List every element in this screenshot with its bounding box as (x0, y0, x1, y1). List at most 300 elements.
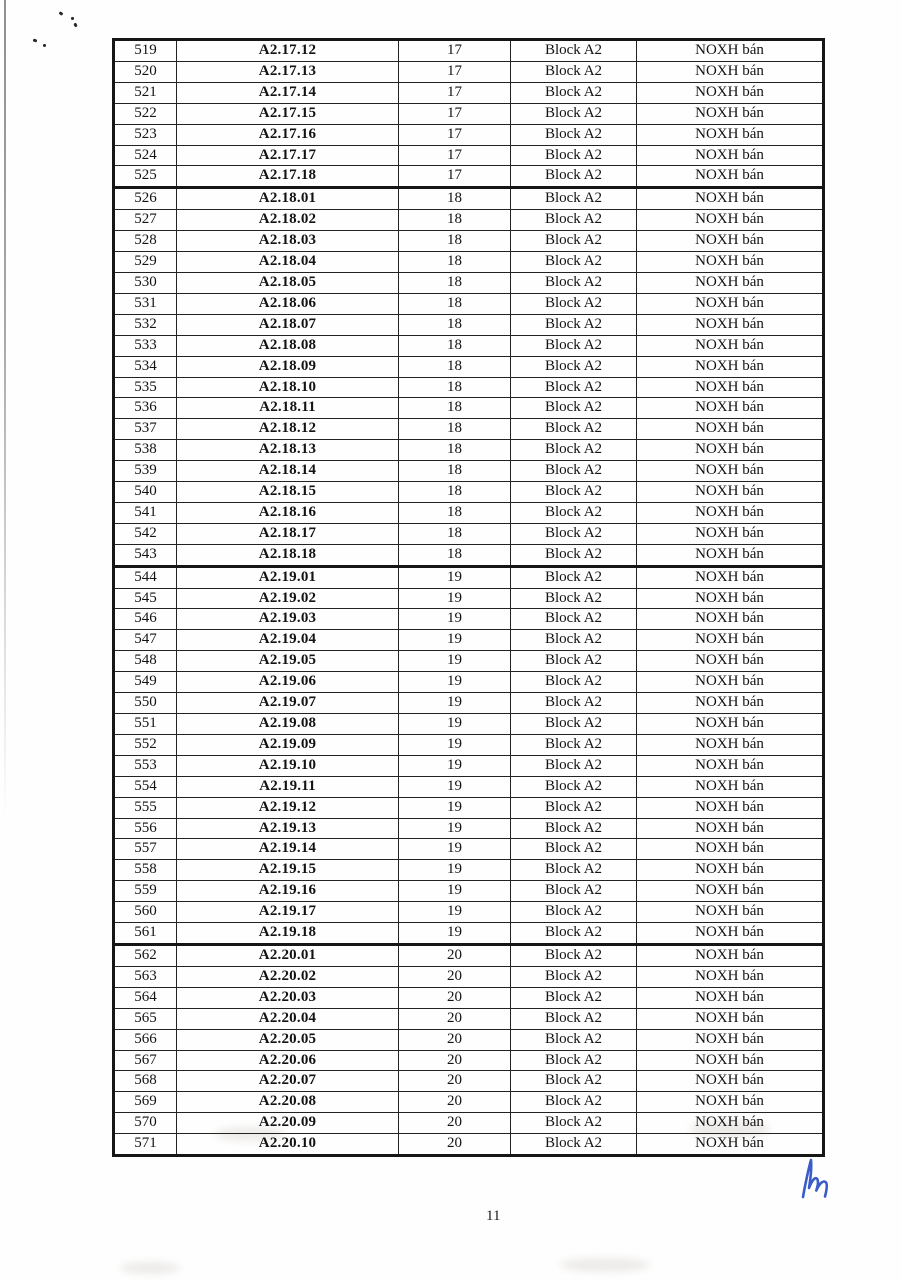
cell-type: NOXH bán (637, 61, 824, 82)
cell-stt: 555 (114, 797, 177, 818)
cell-type: NOXH bán (637, 776, 824, 797)
cell-code: A2.19.10 (177, 755, 399, 776)
cell-floor: 19 (399, 714, 511, 735)
cell-block: Block A2 (511, 734, 637, 755)
cell-type: NOXH bán (637, 356, 824, 377)
table-row (114, 188, 824, 210)
cell-stt: 549 (114, 672, 177, 693)
cell-stt: 540 (114, 482, 177, 503)
cell-code: A2.19.14 (177, 839, 399, 860)
cell-block: Block A2 (511, 651, 637, 672)
cell-type: NOXH bán (637, 188, 824, 210)
cell-type: NOXH bán (637, 124, 824, 145)
cell-stt: 559 (114, 881, 177, 902)
cell-floor: 19 (399, 609, 511, 630)
cell-floor: 18 (399, 440, 511, 461)
cell-code: A2.19.15 (177, 860, 399, 881)
cell-type: NOXH bán (637, 482, 824, 503)
cell-floor: 19 (399, 860, 511, 881)
table-row (114, 61, 824, 82)
cell-block: Block A2 (511, 1050, 637, 1071)
cell-type: NOXH bán (637, 1029, 824, 1050)
cell-stt: 530 (114, 272, 177, 293)
cell-floor: 19 (399, 902, 511, 923)
cell-code: A2.18.08 (177, 335, 399, 356)
table-row (114, 482, 824, 503)
cell-type: NOXH bán (637, 609, 824, 630)
cell-code: A2.20.02 (177, 966, 399, 987)
cell-code: A2.20.03 (177, 987, 399, 1008)
table-row (114, 1092, 824, 1113)
cell-code: A2.20.01 (177, 944, 399, 966)
table-row (114, 461, 824, 482)
cell-floor: 18 (399, 252, 511, 273)
table-row (114, 124, 824, 145)
table-row (114, 1008, 824, 1029)
cell-type: NOXH bán (637, 293, 824, 314)
cell-floor: 18 (399, 398, 511, 419)
ink-speckle (59, 11, 64, 16)
cell-block: Block A2 (511, 502, 637, 523)
table-row (114, 609, 824, 630)
cell-block: Block A2 (511, 588, 637, 609)
cell-block: Block A2 (511, 1008, 637, 1029)
cell-stt: 556 (114, 818, 177, 839)
cell-block: Block A2 (511, 566, 637, 588)
cell-type: NOXH bán (637, 944, 824, 966)
cell-floor: 19 (399, 693, 511, 714)
cell-floor: 19 (399, 923, 511, 945)
cell-floor: 18 (399, 231, 511, 252)
cell-stt: 560 (114, 902, 177, 923)
unit-listing-table (112, 38, 825, 1157)
cell-block: Block A2 (511, 1092, 637, 1113)
cell-stt: 524 (114, 145, 177, 166)
cell-floor: 17 (399, 61, 511, 82)
cell-block: Block A2 (511, 145, 637, 166)
cell-type: NOXH bán (637, 272, 824, 293)
cell-code: A2.18.13 (177, 440, 399, 461)
cell-stt: 528 (114, 231, 177, 252)
table-row (114, 881, 824, 902)
cell-block: Block A2 (511, 839, 637, 860)
cell-floor: 17 (399, 82, 511, 103)
cell-type: NOXH bán (637, 440, 824, 461)
cell-floor: 17 (399, 166, 511, 188)
cell-code: A2.18.09 (177, 356, 399, 377)
cell-floor: 20 (399, 944, 511, 966)
cell-type: NOXH bán (637, 544, 824, 566)
table-row (114, 860, 824, 881)
cell-type: NOXH bán (637, 987, 824, 1008)
cell-type: NOXH bán (637, 797, 824, 818)
cell-floor: 20 (399, 1092, 511, 1113)
cell-block: Block A2 (511, 755, 637, 776)
table-row (114, 588, 824, 609)
cell-floor: 19 (399, 881, 511, 902)
table-row (114, 1071, 824, 1092)
ink-speckle (33, 38, 38, 42)
cell-stt: 533 (114, 335, 177, 356)
cell-floor: 19 (399, 776, 511, 797)
cell-block: Block A2 (511, 61, 637, 82)
cell-type: NOXH bán (637, 1134, 824, 1156)
cell-floor: 19 (399, 672, 511, 693)
cell-block: Block A2 (511, 944, 637, 966)
cell-code: A2.17.16 (177, 124, 399, 145)
cell-code: A2.17.15 (177, 103, 399, 124)
cell-block: Block A2 (511, 902, 637, 923)
cell-code: A2.19.12 (177, 797, 399, 818)
cell-type: NOXH bán (637, 588, 824, 609)
table-row (114, 923, 824, 945)
cell-stt: 552 (114, 734, 177, 755)
cell-floor: 20 (399, 987, 511, 1008)
cell-block: Block A2 (511, 797, 637, 818)
cell-floor: 18 (399, 419, 511, 440)
scan-smudge (560, 1258, 650, 1272)
cell-code: A2.20.10 (177, 1134, 399, 1156)
cell-block: Block A2 (511, 166, 637, 188)
table-row (114, 210, 824, 231)
cell-floor: 19 (399, 797, 511, 818)
handwritten-signature-mark (799, 1157, 835, 1203)
cell-type: NOXH bán (637, 672, 824, 693)
cell-code: A2.19.07 (177, 693, 399, 714)
cell-code: A2.17.13 (177, 61, 399, 82)
cell-floor: 18 (399, 482, 511, 503)
cell-block: Block A2 (511, 377, 637, 398)
cell-stt: 553 (114, 755, 177, 776)
cell-code: A2.18.04 (177, 252, 399, 273)
table-row (114, 82, 824, 103)
cell-type: NOXH bán (637, 419, 824, 440)
cell-code: A2.19.09 (177, 734, 399, 755)
cell-floor: 18 (399, 502, 511, 523)
cell-type: NOXH bán (637, 502, 824, 523)
cell-block: Block A2 (511, 881, 637, 902)
table-row (114, 902, 824, 923)
table-row (114, 987, 824, 1008)
cell-block: Block A2 (511, 419, 637, 440)
cell-block: Block A2 (511, 1113, 637, 1134)
table-row (114, 40, 824, 62)
cell-floor: 19 (399, 630, 511, 651)
table-row (114, 797, 824, 818)
table-row (114, 693, 824, 714)
page-number: 11 (486, 1208, 501, 1224)
cell-type: NOXH bán (637, 1050, 824, 1071)
cell-code: A2.18.14 (177, 461, 399, 482)
cell-code: A2.19.06 (177, 672, 399, 693)
cell-type: NOXH bán (637, 881, 824, 902)
cell-stt: 541 (114, 502, 177, 523)
cell-block: Block A2 (511, 1071, 637, 1092)
cell-code: A2.19.17 (177, 902, 399, 923)
cell-floor: 18 (399, 293, 511, 314)
cell-floor: 19 (399, 734, 511, 755)
cell-stt: 535 (114, 377, 177, 398)
cell-code: A2.18.06 (177, 293, 399, 314)
cell-stt: 557 (114, 839, 177, 860)
cell-block: Block A2 (511, 440, 637, 461)
table-row (114, 293, 824, 314)
cell-floor: 19 (399, 588, 511, 609)
cell-floor: 20 (399, 1008, 511, 1029)
cell-type: NOXH bán (637, 335, 824, 356)
table-row (114, 166, 824, 188)
cell-floor: 17 (399, 103, 511, 124)
cell-type: NOXH bán (637, 902, 824, 923)
cell-stt: 538 (114, 440, 177, 461)
cell-stt: 561 (114, 923, 177, 945)
cell-stt: 520 (114, 61, 177, 82)
table-row (114, 630, 824, 651)
cell-code: A2.19.01 (177, 566, 399, 588)
table-row (114, 502, 824, 523)
cell-type: NOXH bán (637, 82, 824, 103)
cell-block: Block A2 (511, 293, 637, 314)
cell-type: NOXH bán (637, 1092, 824, 1113)
table-row (114, 398, 824, 419)
cell-code: A2.19.05 (177, 651, 399, 672)
table-row (114, 231, 824, 252)
cell-stt: 568 (114, 1071, 177, 1092)
ink-speckle (71, 17, 74, 20)
cell-floor: 18 (399, 461, 511, 482)
cell-floor: 17 (399, 40, 511, 62)
cell-block: Block A2 (511, 818, 637, 839)
cell-code: A2.20.05 (177, 1029, 399, 1050)
cell-stt: 522 (114, 103, 177, 124)
cell-block: Block A2 (511, 1029, 637, 1050)
cell-code: A2.20.06 (177, 1050, 399, 1071)
table-row (114, 103, 824, 124)
table-row (114, 714, 824, 735)
cell-stt: 543 (114, 544, 177, 566)
cell-floor: 19 (399, 651, 511, 672)
cell-type: NOXH bán (637, 40, 824, 62)
table-row (114, 734, 824, 755)
cell-stt: 532 (114, 314, 177, 335)
cell-block: Block A2 (511, 188, 637, 210)
table-row (114, 145, 824, 166)
table-row (114, 672, 824, 693)
table-row (114, 1029, 824, 1050)
table-row (114, 1050, 824, 1071)
cell-stt: 534 (114, 356, 177, 377)
cell-code: A2.19.11 (177, 776, 399, 797)
cell-block: Block A2 (511, 103, 637, 124)
cell-floor: 18 (399, 356, 511, 377)
cell-stt: 570 (114, 1113, 177, 1134)
table-row (114, 1113, 824, 1134)
cell-code: A2.20.09 (177, 1113, 399, 1134)
cell-block: Block A2 (511, 335, 637, 356)
cell-block: Block A2 (511, 252, 637, 273)
cell-floor: 20 (399, 1113, 511, 1134)
cell-stt: 546 (114, 609, 177, 630)
cell-block: Block A2 (511, 860, 637, 881)
table-row (114, 755, 824, 776)
cell-type: NOXH bán (637, 714, 824, 735)
cell-floor: 18 (399, 314, 511, 335)
cell-type: NOXH bán (637, 1008, 824, 1029)
cell-stt: 519 (114, 40, 177, 62)
cell-stt: 567 (114, 1050, 177, 1071)
table-row (114, 440, 824, 461)
cell-type: NOXH bán (637, 693, 824, 714)
table-row (114, 1134, 824, 1156)
cell-stt: 539 (114, 461, 177, 482)
scan-smudge (120, 1262, 180, 1274)
cell-type: NOXH bán (637, 566, 824, 588)
cell-type: NOXH bán (637, 818, 824, 839)
cell-stt: 571 (114, 1134, 177, 1156)
cell-block: Block A2 (511, 776, 637, 797)
cell-stt: 545 (114, 588, 177, 609)
cell-code: A2.18.17 (177, 523, 399, 544)
cell-code: A2.19.02 (177, 588, 399, 609)
cell-code: A2.19.18 (177, 923, 399, 945)
cell-stt: 547 (114, 630, 177, 651)
cell-floor: 20 (399, 966, 511, 987)
cell-block: Block A2 (511, 672, 637, 693)
cell-stt: 565 (114, 1008, 177, 1029)
cell-code: A2.18.12 (177, 419, 399, 440)
cell-floor: 18 (399, 210, 511, 231)
cell-type: NOXH bán (637, 461, 824, 482)
cell-stt: 558 (114, 860, 177, 881)
cell-stt: 536 (114, 398, 177, 419)
table-row (114, 966, 824, 987)
cell-floor: 18 (399, 377, 511, 398)
cell-floor: 19 (399, 566, 511, 588)
cell-code: A2.20.08 (177, 1092, 399, 1113)
cell-block: Block A2 (511, 124, 637, 145)
table-row (114, 272, 824, 293)
cell-type: NOXH bán (637, 1071, 824, 1092)
cell-block: Block A2 (511, 544, 637, 566)
cell-block: Block A2 (511, 314, 637, 335)
cell-stt: 550 (114, 693, 177, 714)
table-row (114, 944, 824, 966)
ink-speckle (43, 44, 46, 47)
cell-type: NOXH bán (637, 231, 824, 252)
cell-stt: 562 (114, 944, 177, 966)
cell-code: A2.18.18 (177, 544, 399, 566)
cell-type: NOXH bán (637, 630, 824, 651)
cell-type: NOXH bán (637, 210, 824, 231)
cell-stt: 569 (114, 1092, 177, 1113)
cell-block: Block A2 (511, 210, 637, 231)
cell-code: A2.18.10 (177, 377, 399, 398)
table-row (114, 651, 824, 672)
cell-code: A2.18.01 (177, 188, 399, 210)
cell-stt: 544 (114, 566, 177, 588)
cell-code: A2.18.05 (177, 272, 399, 293)
cell-code: A2.17.14 (177, 82, 399, 103)
table-row (114, 544, 824, 566)
cell-type: NOXH bán (637, 252, 824, 273)
cell-type: NOXH bán (637, 860, 824, 881)
cell-type: NOXH bán (637, 734, 824, 755)
cell-block: Block A2 (511, 272, 637, 293)
cell-block: Block A2 (511, 693, 637, 714)
cell-type: NOXH bán (637, 145, 824, 166)
cell-type: NOXH bán (637, 839, 824, 860)
cell-floor: 20 (399, 1050, 511, 1071)
cell-block: Block A2 (511, 523, 637, 544)
cell-stt: 521 (114, 82, 177, 103)
cell-block: Block A2 (511, 231, 637, 252)
table-row (114, 839, 824, 860)
cell-floor: 17 (399, 145, 511, 166)
cell-floor: 18 (399, 272, 511, 293)
table-row (114, 818, 824, 839)
cell-type: NOXH bán (637, 966, 824, 987)
cell-code: A2.18.07 (177, 314, 399, 335)
table-row (114, 252, 824, 273)
cell-block: Block A2 (511, 40, 637, 62)
cell-stt: 537 (114, 419, 177, 440)
cell-type: NOXH bán (637, 651, 824, 672)
cell-type: NOXH bán (637, 923, 824, 945)
cell-block: Block A2 (511, 398, 637, 419)
cell-stt: 527 (114, 210, 177, 231)
cell-code: A2.17.12 (177, 40, 399, 62)
cell-code: A2.20.07 (177, 1071, 399, 1092)
cell-code: A2.18.02 (177, 210, 399, 231)
cell-type: NOXH bán (637, 1113, 824, 1134)
cell-floor: 17 (399, 124, 511, 145)
table-row (114, 335, 824, 356)
cell-stt: 525 (114, 166, 177, 188)
cell-stt: 563 (114, 966, 177, 987)
cell-stt: 542 (114, 523, 177, 544)
cell-block: Block A2 (511, 461, 637, 482)
cell-code: A2.20.04 (177, 1008, 399, 1029)
cell-floor: 19 (399, 755, 511, 776)
cell-block: Block A2 (511, 82, 637, 103)
cell-floor: 18 (399, 188, 511, 210)
cell-type: NOXH bán (637, 314, 824, 335)
ink-speckle (73, 23, 77, 28)
cell-floor: 18 (399, 523, 511, 544)
cell-type: NOXH bán (637, 103, 824, 124)
cell-code: A2.19.08 (177, 714, 399, 735)
cell-type: NOXH bán (637, 166, 824, 188)
table-row (114, 523, 824, 544)
cell-code: A2.17.17 (177, 145, 399, 166)
table-row (114, 776, 824, 797)
table-row (114, 419, 824, 440)
cell-code: A2.18.16 (177, 502, 399, 523)
cell-stt: 564 (114, 987, 177, 1008)
cell-stt: 548 (114, 651, 177, 672)
cell-type: NOXH bán (637, 523, 824, 544)
table-row (114, 377, 824, 398)
cell-code: A2.18.03 (177, 231, 399, 252)
cell-block: Block A2 (511, 1134, 637, 1156)
cell-block: Block A2 (511, 482, 637, 503)
cell-stt: 554 (114, 776, 177, 797)
table-row (114, 566, 824, 588)
cell-stt: 531 (114, 293, 177, 314)
cell-code: A2.19.04 (177, 630, 399, 651)
cell-floor: 19 (399, 818, 511, 839)
cell-floor: 20 (399, 1134, 511, 1156)
